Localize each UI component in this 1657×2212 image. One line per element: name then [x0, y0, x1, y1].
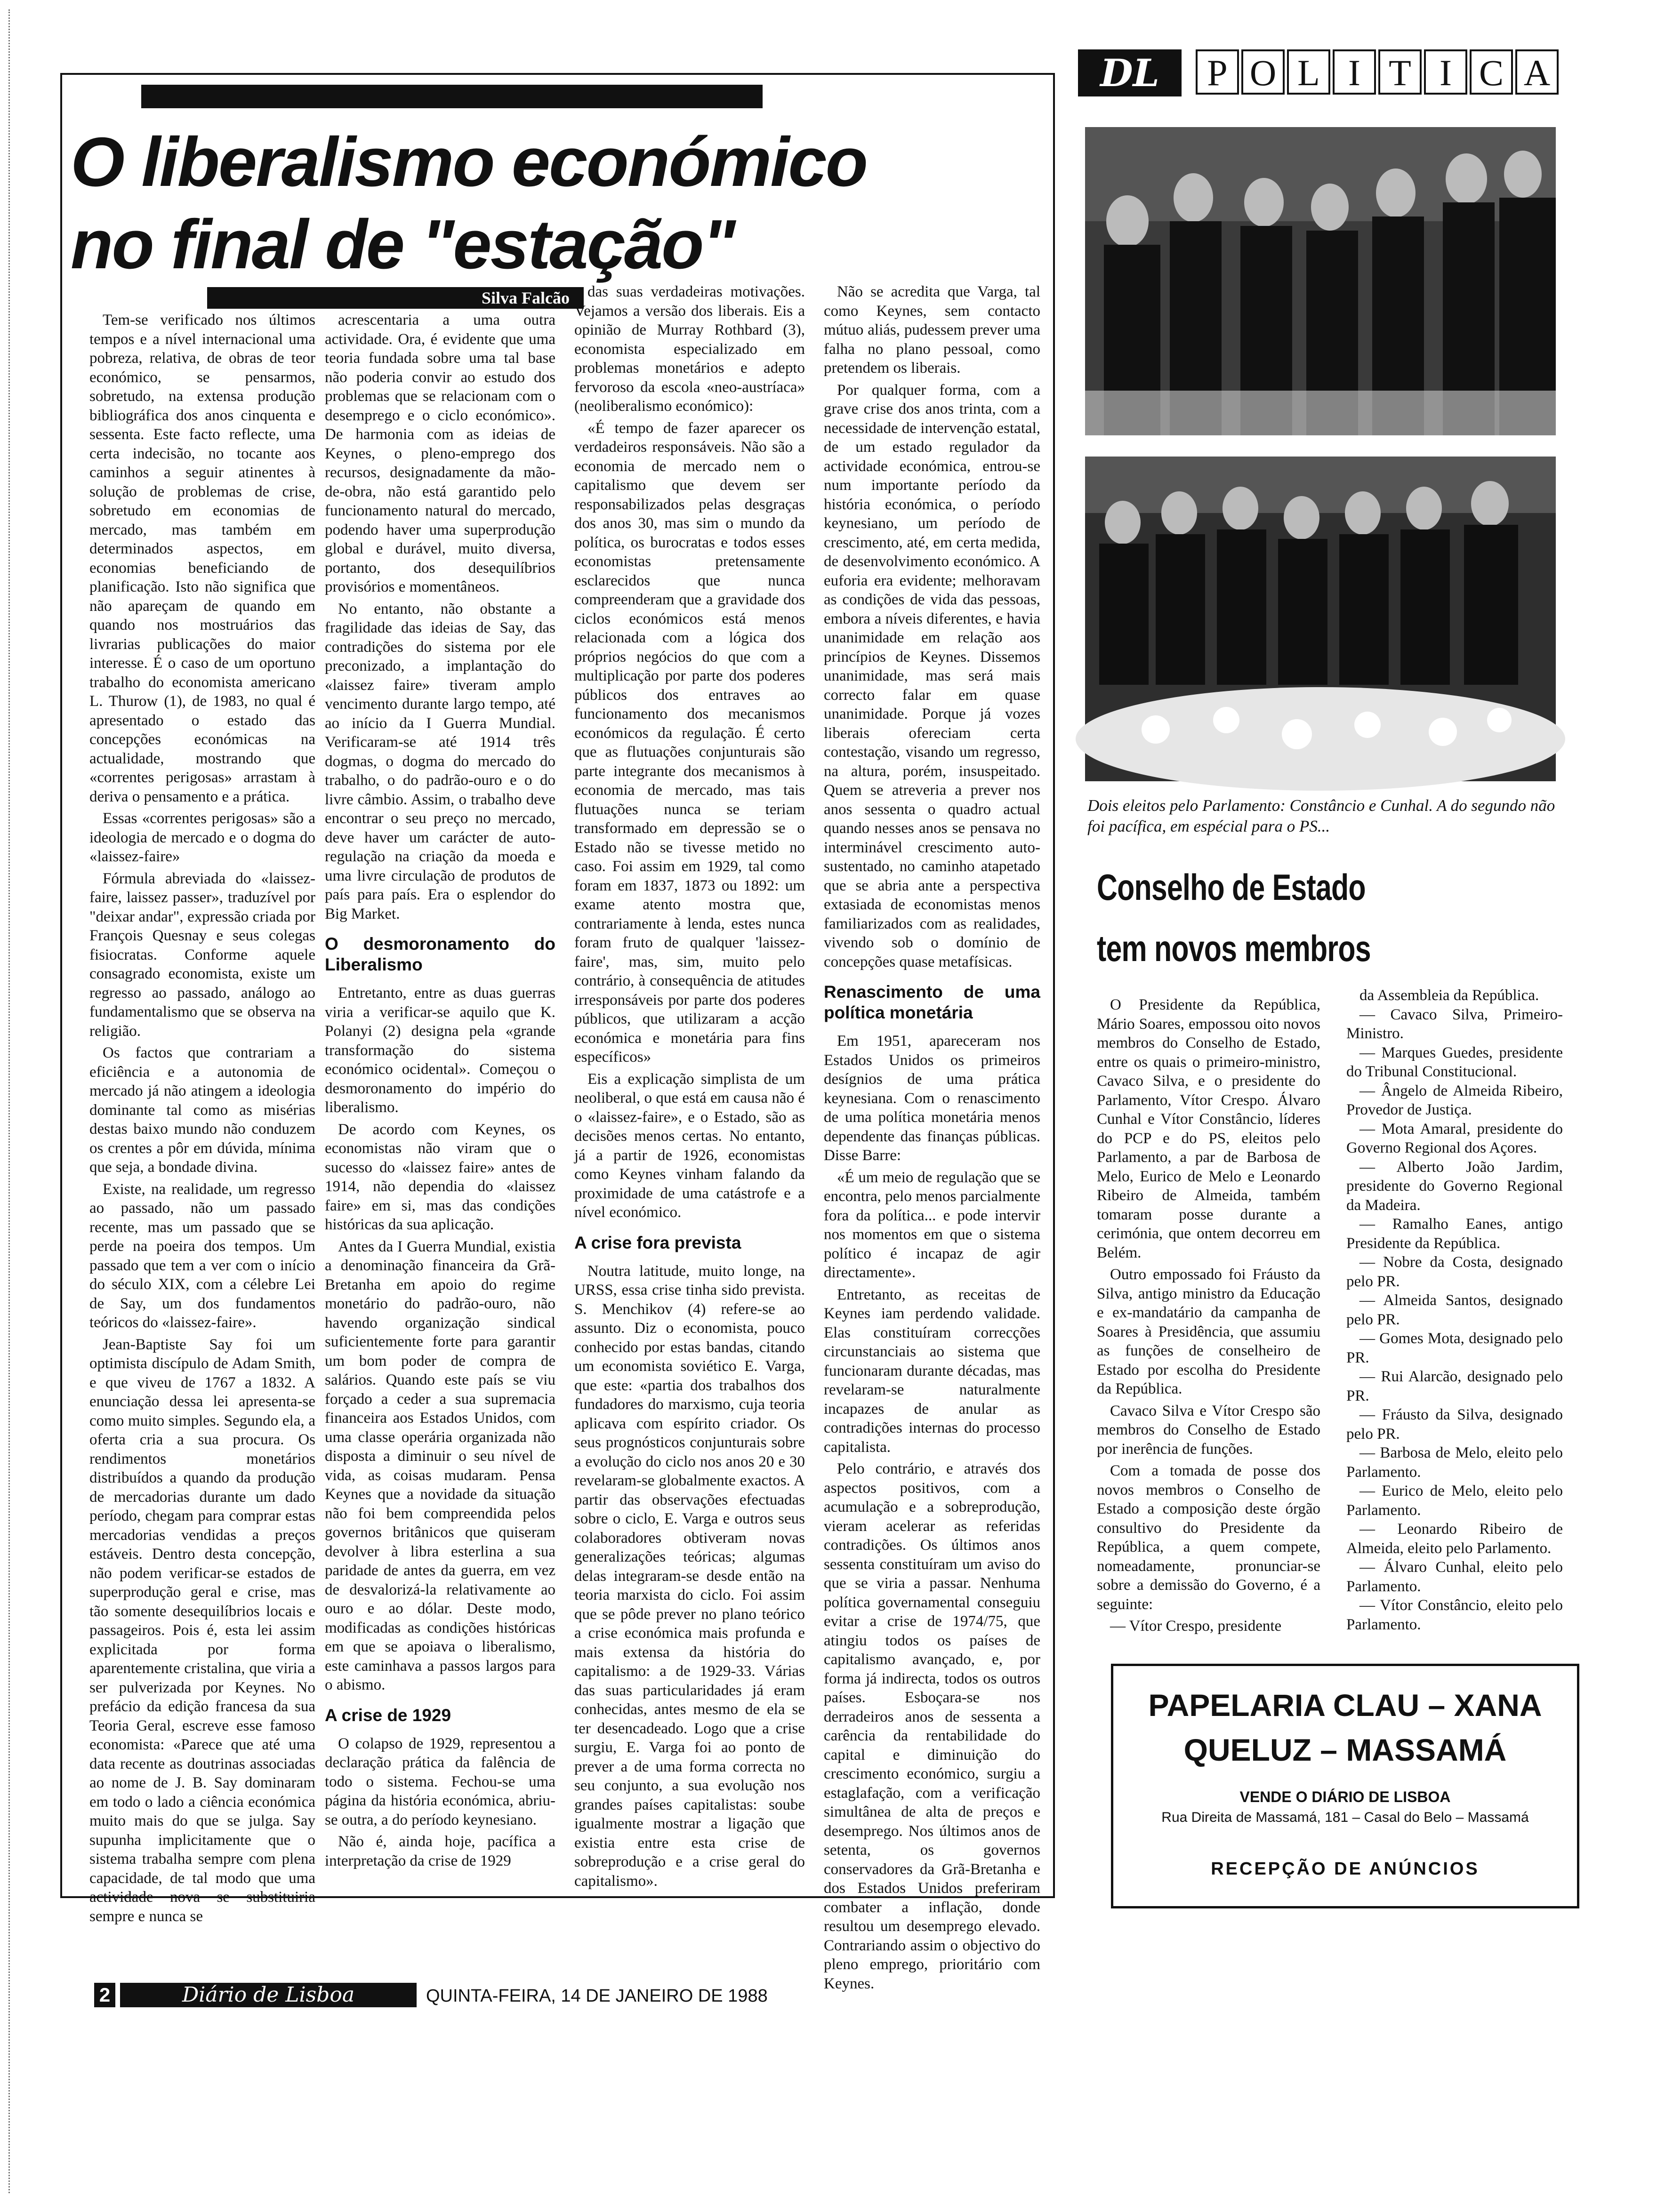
section-letter: O	[1241, 49, 1285, 95]
member-item: — Mota Amaral, presidente do Governo Regional dos Açores.	[1346, 1120, 1563, 1156]
sidebar-headline-line1: Conselho de Estado	[1097, 866, 1366, 908]
section-letter: C	[1470, 49, 1513, 95]
member-item: — Ramalho Eanes, antigo Presidente da República.	[1346, 1216, 1563, 1252]
member-item: da Assembleia da República.	[1359, 987, 1539, 1004]
paragraph: Em 1951, apareceram nos Estados Unidos os primeiros desígnios de uma prática keynesiana. Com o renascimento de uma política monetária menos dependente das finanças públicas. Disse Barre:	[824, 1033, 1040, 1164]
footer-paper-name: Diário de Lisboa	[120, 1983, 417, 2007]
photo-council-2-image	[1085, 457, 1556, 781]
photo-council-1-image	[1085, 127, 1556, 435]
margin-line	[8, 9, 10, 2193]
paragraph: Não se acredita que Varga, tal como Keynes, sem contacto mútuo aliás, pudessem prever uma falha no plano pessoal, como pretendem os liberais.	[824, 283, 1040, 377]
footer-page-number: 2	[94, 1983, 115, 2007]
paragraph: Os factos que contrariam a eficiência e a autonomia de mercado já não atingem a ideologia dominante tal como as misérias destas baixo mundo não conduzem os crentes a pôr em dúvida, mínima que seja, a bondade divina.	[89, 1044, 315, 1176]
paragraph: Pelo contrário, e através dos aspectos positivos, com a acumulação e a sobreprodução, vieram acelerar as referidas contradições. Os últimos anos sessenta constituíram um aviso do que se viria a passar. Nenhuma política governamental conseguiu evitar a crise de 1974/75, que atingiu todos os países de capitalismo avançado, e, por forma já indirecta, todos os outros países. Esboçara-se nos derradeiros anos de sessenta a carência da rentabilidade do capital e diminuição do crescimento económico, surgiu a estaglafação, com a verificação simultânea de alta de preços e desemprego. Nos últimos anos de setenta, os governos conservadores da Grã-Bretanha e dos Estados Unidos preferiram combater a inflação, donde resultou um desemprego elevado. Contrariando assim o objectivo do pleno emprego, prioritário com Keynes.	[824, 1460, 1040, 1992]
advertisement	[1111, 1664, 1579, 1908]
paragraph: Entretanto, as receitas de Keynes iam perdendo validade. Elas constituíram correcções circunstanciais ao sistema que funcionaram durante décadas, mas revelaram-se naturalmente incapazes de anular as contradições internas do processo capitalista.	[824, 1286, 1040, 1456]
footer-date: QUINTA-FEIRA, 14 DE JANEIRO DE 1988	[426, 1986, 768, 2006]
member-item: — Álvaro Cunhal, eleito pelo Parlamento.	[1346, 1559, 1563, 1595]
member-item: — Gomes Mota, designado pelo PR.	[1346, 1330, 1563, 1366]
paragraph: Tem-se verificado nos últimos tempos e a nível internacional uma pobreza, relativa, de obras de teor económico, se pensarmos, sobretudo, na extensa produção bibliográfica dos anos cinquenta e sessenta. Este facto reflecte, uma certa indecisão, no tocante aos caminhos a seguir atinentes à solução de problemas de crise, sobretudo em economias de mercado, mas também em determinados aspectos, em economias beneficiando de planificação. Isto não significa que não apareçam de quando em quando nos mostruários das livrarias publicações do maior interesse. É o caso de um oportuno trabalho do economista americano L. Thurow (1), de 1983, no qual é apresentado o estado das concepções económicas na actualidade, mostrando que «correntes perigosas» arrastam à deriva o pensamento e a prática.	[89, 312, 315, 805]
member-item: — Eurico de Melo, eleito pelo Parlamento.	[1346, 1483, 1563, 1519]
section-letter: P	[1196, 49, 1239, 95]
member-item: — Almeida Santos, designado pelo PR.	[1346, 1292, 1563, 1328]
paragraph: No entanto, não obstante a fragilidade das ideias de Say, das contradições do sistema por ele preconizado, a implantação do «laissez faire» tiveram amplo vencimento durante largo tempo, até ao início da I Guerra Mundial. Verificaram-se até 1914 três dogmas, o dogma do mercado do trabalho, o do padrão-ouro e o do livre câmbio. Assim, o trabalho deve encontrar o seu preço no mercado, deve haver um carácter de auto-regulação na criação da moeda e uma livre circulação de produtos de país para país. Era o esplendor do Big Market.	[325, 600, 555, 922]
section-letter: L	[1287, 49, 1330, 95]
ad-vende: VENDE O DIÁRIO DE LISBOA	[1239, 1788, 1451, 1805]
paragraph: Por qualquer forma, com a grave crise dos anos trinta, com a necessidade de intervenção estatal, de um estado regulador da actividade económica, entrou-se num importante período da história económica, o período keynesiano, um período de crescimento, até, em certa medida, de desenvolvimento económico. A euforia era evidente; melhoravam as condições de vida das pessoas, embora a níveis diferentes, e havia unanimidade em relação aos princípios de Keynes. Dissemos unanimidade, mas será mais correcto falar em quase unanimidade. Porque já vozes liberais ofereciam certa contestação, visando um regresso, na altura, porém, insuspeitado. Quem se atreveria a prever nos anos sessenta o quadro actual quando nesses anos se pensava no interminável crescimento auto-sustentado, no caminho atapetado que se abria ante a perspectiva extasiada de economistas menos familiarizados com as realidades, vivendo sob o domínio de concepções quase metafísicas.	[824, 381, 1040, 970]
article-title-line1: O liberalismo económico	[71, 123, 867, 201]
member-item: — Fráusto da Silva, designado pelo PR.	[1346, 1406, 1563, 1443]
paragraph: «É tempo de fazer aparecer os verdadeiros responsáveis. Não são a economia de mercado nem o capitalismo que devem ser responsabilizados pelas desgraças dos anos 30, mas sim o mundo da política, os burocratas e todos esses economistas pretensamente esclarecidos que nunca compreenderam que a gravidade dos ciclos económicos está menos relacionada com a lógica dos próprios negócios do que com a multiplicação por parte dos poderes públicos dos entraves ao funcionamento dos mecanismos económicos da regulação. É certo que as flutuações conjunturais são parte integrante dos mecanismos à economia de mercado, mas tais flutuações nunca se teriam transformado em depressão se o Estado não se tivesse metido no caso. Foi assim em 1929, tal como foram em 1837, 1873 ou 1892: um exame atento mostra que, contrariamente à lenda, estes nunca foram fruto de qualquer 'laissez-faire', mas, sim, muito pelo contrário, à consequência de atitudes irresponsáveis por parte dos poderes públicos, que utilizaram a acção económica e monetária para fins específicos»	[574, 419, 805, 1066]
section-letter: I	[1424, 49, 1467, 95]
ad-subtitle: QUELUZ – MASSAMÁ	[1183, 1732, 1507, 1767]
photo-council-1	[1085, 127, 1556, 435]
subheading: A crise de 1929	[325, 1705, 451, 1725]
section-title	[1196, 49, 1563, 96]
paragraph: Fórmula abreviada do «laissez-faire, laissez passer», traduzível por "deixar andar", expressão criada por François Quesnay e seus colegas fisiocratas. Conforme aquele consagrado economista, existe um regresso ao passado, análogo ao fundamentalismo que se observa na religião.	[89, 870, 315, 1040]
member-item: — Leonardo Ribeiro de Almeida, eleito pelo Parlamento.	[1346, 1521, 1563, 1557]
paragraph: Noutra latitude, muito longe, na URSS, essa crise tinha sido prevista. S. Menchikov (4) refere-se ao assunto. Diz o economista, pouco conhecido por estas bandas, citando um economista soviético E. Varga, que este: «partia dos trabalhos dos fundadores do marxismo, cuja teoria aplicava com espírito criador. Os seus prognósticos conjunturais sobre a evolução do ciclo nos anos 20 e 30 revelaram-se globalmente exactos. A partir das observações efectuadas sobre o ciclo, E. Varga e outros seus colaboradores obtiveram novas generalizações teóricas; algumas delas integraram-se desde então na teoria marxista do ciclo. Foi assim que se pôde prever no plano teórico a crise económica mais profunda e mais extensa da história do capitalismo: a de 1929-33. Várias das suas particularidades já eram conhecidas, antes mesmo de ela se ter desencadeado. Logo que a crise surgiu, E. Varga foi ao ponto de prever a de uma forma correcta no seu conjunto, a sua evolução nos grandes países capitalistas: soube igualmente mostrar a ligação que existia entre esta crise de sobreprodução e a crise geral do capitalismo».	[574, 1262, 805, 1890]
paragraph: Essas «correntes perigosas» são a ideologia de mercado e o dogma do «laissez-faire»	[89, 810, 315, 865]
sidebar-column-1	[1097, 995, 1320, 1635]
paragraph: Eis a explicação simplista de um neoliberal, o que está em causa não é o «laissez-faire», e o Estado, são as decisões menos certas. No entanto, já a partir de 1926, economistas como Keynes vinham falando da proximidade de uma catástrofe e a nível económico.	[574, 1070, 805, 1221]
article-column-2	[325, 311, 555, 1873]
member-item: — Nobre da Costa, designado pelo PR.	[1346, 1254, 1563, 1290]
paragraph: Outro empossado foi Fráusto da Silva, antigo ministro da Educação e ex-mandatário da campanha de Soares à Presidência, que assumiu as funções de conselheiro de Estado por escolha do Presidente da República.	[1097, 1266, 1320, 1397]
section-letter: I	[1333, 49, 1376, 95]
photo-caption: Dois eleitos pelo Parlamento: Constâncio e Cunhal. A do segundo não foi pacífica, em espécial para o PS...	[1087, 796, 1555, 835]
member-item: — Alberto João Jardim, presidente do Governo Regional da Madeira.	[1346, 1158, 1563, 1214]
paragraph: Com a tomada de posse dos novos membros o Conselho de Estado a composição deste órgão consultivo do Presidente da República, a quem compete, nomeadamente, pronunciar-se sobre a demissão do Governo, é a seguinte:	[1097, 1462, 1320, 1613]
member-item: — Vítor Constâncio, eleito pelo Parlamento.	[1346, 1597, 1563, 1633]
article-top-bar	[141, 85, 763, 108]
ad-address: Rua Direita de Massamá, 181 – Casal do Belo – Massamá	[1161, 1810, 1529, 1825]
section-header	[1078, 49, 1563, 96]
ad-title: PAPELARIA CLAU – XANA	[1148, 1688, 1542, 1723]
subheading: O desmoronamento do Liberalismo	[325, 934, 555, 974]
section-letter: A	[1515, 49, 1559, 95]
section-logo: DL	[1078, 49, 1182, 96]
paragraph: das suas verdadeiras motivações. Vejamos a versão dos liberais. Eis a opinião de Murray Rothbard (3), economista especializado em problemas monetários e adepto fervoroso da escola «neo-austríaca» (neoliberalismo económico):	[574, 283, 805, 415]
subheading: A crise fora prevista	[574, 1233, 741, 1252]
member-item: — Ângelo de Almeida Ribeiro, Provedor de Justiça.	[1346, 1082, 1563, 1118]
paragraph: Não é, ainda hoje, pacífica a interpretação da crise de 1929	[325, 1833, 555, 1869]
paragraph: O colapso de 1929, representou a declaração prática da falência de todo o sistema. Fechou-se uma página da história económica, abriu-se outra, a do período keynesiano.	[325, 1735, 555, 1828]
article-column-1	[89, 311, 315, 1925]
photo-council-2	[1085, 457, 1556, 781]
member-item: — Barbosa de Melo, eleito pelo Parlamento.	[1346, 1444, 1563, 1481]
member-item: — Rui Alarcão, designado pelo PR.	[1346, 1368, 1563, 1404]
sidebar-headline-line2: tem novos membros	[1097, 928, 1371, 969]
section-letter: T	[1378, 49, 1422, 95]
paragraph: «É um meio de regulação que se encontra, pelo menos parcialmente fora da política... e pode intervir nos momentos em que o sistema político é incapaz de agir directamente».	[824, 1169, 1040, 1281]
paragraph: Cavaco Silva e Vítor Crespo são membros do Conselho de Estado por inerência de funções.	[1097, 1402, 1320, 1458]
byline: Silva Falcão	[207, 287, 584, 309]
paragraph: Entretanto, entre as duas guerras viria a verificar-se aquilo que K. Polanyi (2) designa pela «grande transformação do sistema económico ocidental». Começou o desmoronamento do império do liberalismo.	[325, 985, 555, 1116]
ad-recepcao: RECEPÇÃO DE ANÚNCIOS	[1211, 1859, 1480, 1879]
article-title-line2: no final de "estação"	[71, 206, 734, 283]
paragraph: Antes da I Guerra Mundial, existia a denominação financeira da Grã-Bretanha em apoio do regime monetário do padrão-ouro, não havendo organização sindical suficientemente forte para garantir um bom poder de compra de salários. Quando este país se viu forçado a ceder a sua supremacia financeira aos Estados Unidos, com uma classe operária organizada não disposta a diminuir o seu nível de vida, as coisas mudaram. Pensa Keynes que a novidade da situação não foi bem compreendida pelos governos britânicos que quiseram devolver à libra esterlina a sua paridade de antes da guerra, em vez de desvalorizá-la relativamente ao ouro e ao dólar. Deste modo, modificadas as condições históricas em que se apoiava o liberalismo, este caminhava a passos largos para o abismo.	[325, 1238, 555, 1693]
member-item: — Marques Guedes, presidente do Tribunal Constitucional.	[1346, 1044, 1563, 1080]
article-column-4	[824, 282, 1040, 1992]
article-column-3	[574, 282, 805, 1890]
paragraph: acrescentaria a uma outra actividade. Ora, é evidente que uma teoria fundada sobre uma tal base não poderia convir ao estudo dos problemas que se relacionam com o desemprego e o ciclo económico». De harmonia com as ideias de Keynes, o pleno-emprego dos recursos, designadamente da mão-de-obra, não está garantido pelo funcionamento natural do mercado, podendo haver uma superprodução global e durável, muito diversa, portanto, dos desequilíbrios provisórios e momentâneos.	[325, 312, 555, 595]
paragraph: Existe, na realidade, um regresso ao passado, não um passado recente, mas um passado que se perde na poeira dos tempos. Um passado que tem a ver com o início do século XIX, com a célebre Lei de Say, um dos fundamentos teóricos do «laissez-faire».	[89, 1180, 315, 1331]
paragraph: De acordo com Keynes, os economistas não viram que o sucesso do «laissez faire» antes de 1914, não dependia do «laissez faire» em si, mas das condições históricas da sua aplicação.	[325, 1121, 555, 1233]
paragraph: — Vítor Crespo, presidente	[1110, 1618, 1282, 1635]
paragraph: Jean-Baptiste Say foi um optimista discípulo de Adam Smith, e que viveu de 1767 a 1832. A enunciação dessa lei apresenta-se como muito simples. Segundo ela, a oferta cria a sua procura. Os rendimentos monetários distribuídos a quando da produção de mercadorias durante um dado período, chegam para comprar estas mercadorias vendidas a preços estáveis. Dentro desta concepção, não podem verificar-se estados de superprodução geral e crise, mas tão somente desequilíbrios locais e passageiros. Pois é, esta lei assim explicitada por forma aparentemente cristalina, que viria a ser pulverizada por Keynes. No prefácio da edição francesa da sua Teoria Geral, escreve esse famoso economista: «Parece que até uma data recente as doutrinas associadas ao nome de J. B. Say dominaram em todo o lado a ciência económica muito mais do que se julga. Say supunha implicitamente que o sistema trabalha sempre com plena capacidade, de tal modo que uma actividade nova se substituiria sempre e nunca se	[89, 1336, 315, 1925]
sidebar-column-2	[1346, 986, 1563, 1633]
subheading: Renascimento de uma política monetária	[824, 982, 1040, 1022]
member-item: — Cavaco Silva, Primeiro-Ministro.	[1346, 1006, 1563, 1042]
paragraph: O Presidente da República, Mário Soares, empossou oito novos membros do Conselho de Estado, entre os quais o primeiro-ministro, Cavaco Silva, e o presidente do Parlamento, Vítor Crespo. Álvaro Cunhal e Vítor Constâncio, líderes do PCP e do PS, eleitos pelo Parlamento, a par de Barbosa de Melo, Eurico de Melo e Leonardo Ribeiro de Almeida, também tomaram posse durante a cerimónia, que ontem decorreu em Belém.	[1097, 996, 1320, 1261]
